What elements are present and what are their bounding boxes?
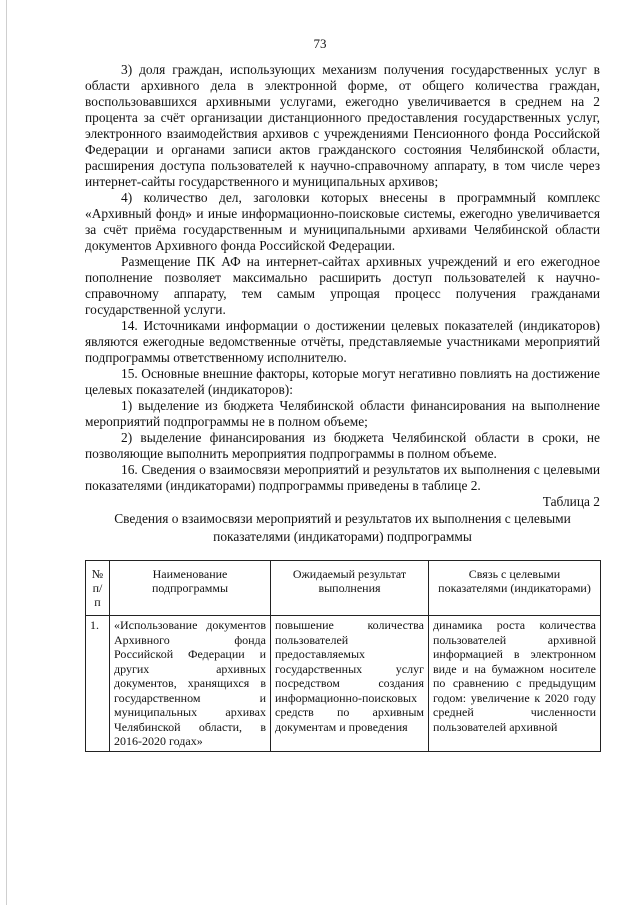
header-link: Связь с целевыми показателями (индикаторами) [429,561,601,616]
header-result: Ожидаемый результат выполнения [271,561,429,616]
paragraph-15-2: 2) выделение финансирования из бюджета Челябинской области в сроки, не позволяющие выполнить мероприятия подпрограммы в полном объеме. [85,430,600,461]
paragraph-item-4: 4) количество дел, заголовки которых внесены в программный комплекс «Архивный фонд» и иные информационно-поисковые системы, ежегодно увеличивается за счёт приёма государственным и муниципальными архивами Челябинской области документов Архивного фонда Российской Федерации. [85,190,600,253]
row-name: «Использование документов Архивного фонда Российской Федерации и других архивных документов, хранящихся в государственном и муниципальных архивах Челябинской области, в 2016-2020 годах» [110,616,271,752]
table-2 [85,560,601,752]
header-num: № п/п [86,561,110,616]
table-row [86,616,601,752]
row-link: динамика роста количества пользователей архивной информацией в электронном виде и на бумажном носителе по сравнению с предыдущим годом: увеличение к 2020 году средней численности пользователей архивной [429,616,601,752]
paragraph-16: 16. Сведения о взаимосвязи мероприятий и результатов их выполнения с целевыми показателями (индикаторами) подпрограммы приведены в таблице 2. [85,462,600,493]
paragraph-15-1: 1) выделение из бюджета Челябинской области финансирования на выполнение мероприятий подпрограммы не в полном объеме; [85,398,600,429]
body-text [85,62,600,752]
header-name: Наименование подпрограммы [110,561,271,616]
table-caption: Сведения о взаимосвязи мероприятий и результатов их выполнения с целевыми показателями (индикаторами) подпрограммы [114,511,571,544]
row-result: повышение количества пользователей предоставляемых государственных услуг посредством создания информационно-поисковых средств по архивным документам и проведения [271,616,429,752]
paragraph-pk-af: Размещение ПК АФ на интернет-сайтах архивных учреждений и его ежегодное пополнение позволяет максимально расширить доступ пользователей к научно-справочному аппарату, тем самым упрощая процесс получения гражданами государственной услуги. [85,254,600,317]
row-num: 1. [86,616,110,752]
paragraph-item-3: 3) доля граждан, использующих механизм получения государственных услуг в области архивного дела в электронной форме, от общего количества граждан, воспользовавшихся архивными услугами, ежегодно увеличивается в среднем на 2 процента за счёт организации дистанционного предоставления государственных услуг, электронного взаимодействия архивов с учреждениями Пенсионного фонда Российской Федерации и органами записи актов гражданского состояния Челябинской области, расширения доступа пользователей к научно-справочному аппарату, в том числе через интернет-сайты государственного и муниципальных архивов; [85,62,600,189]
paragraph-14: 14. Источниками информации о достижении целевых показателей (индикаторов) являются ежегодные ведомственные отчёты, представляемые участниками мероприятий подпрограммы ответственному исполнителю. [85,318,600,365]
table-header-row [86,561,601,616]
page-number: 73 [313,36,327,51]
binding-edge [6,0,7,905]
table-label: Таблица 2 [542,494,600,509]
paragraph-15: 15. Основные внешние факторы, которые могут негативно повлиять на достижение целевых показателей (индикаторов): [85,366,600,397]
